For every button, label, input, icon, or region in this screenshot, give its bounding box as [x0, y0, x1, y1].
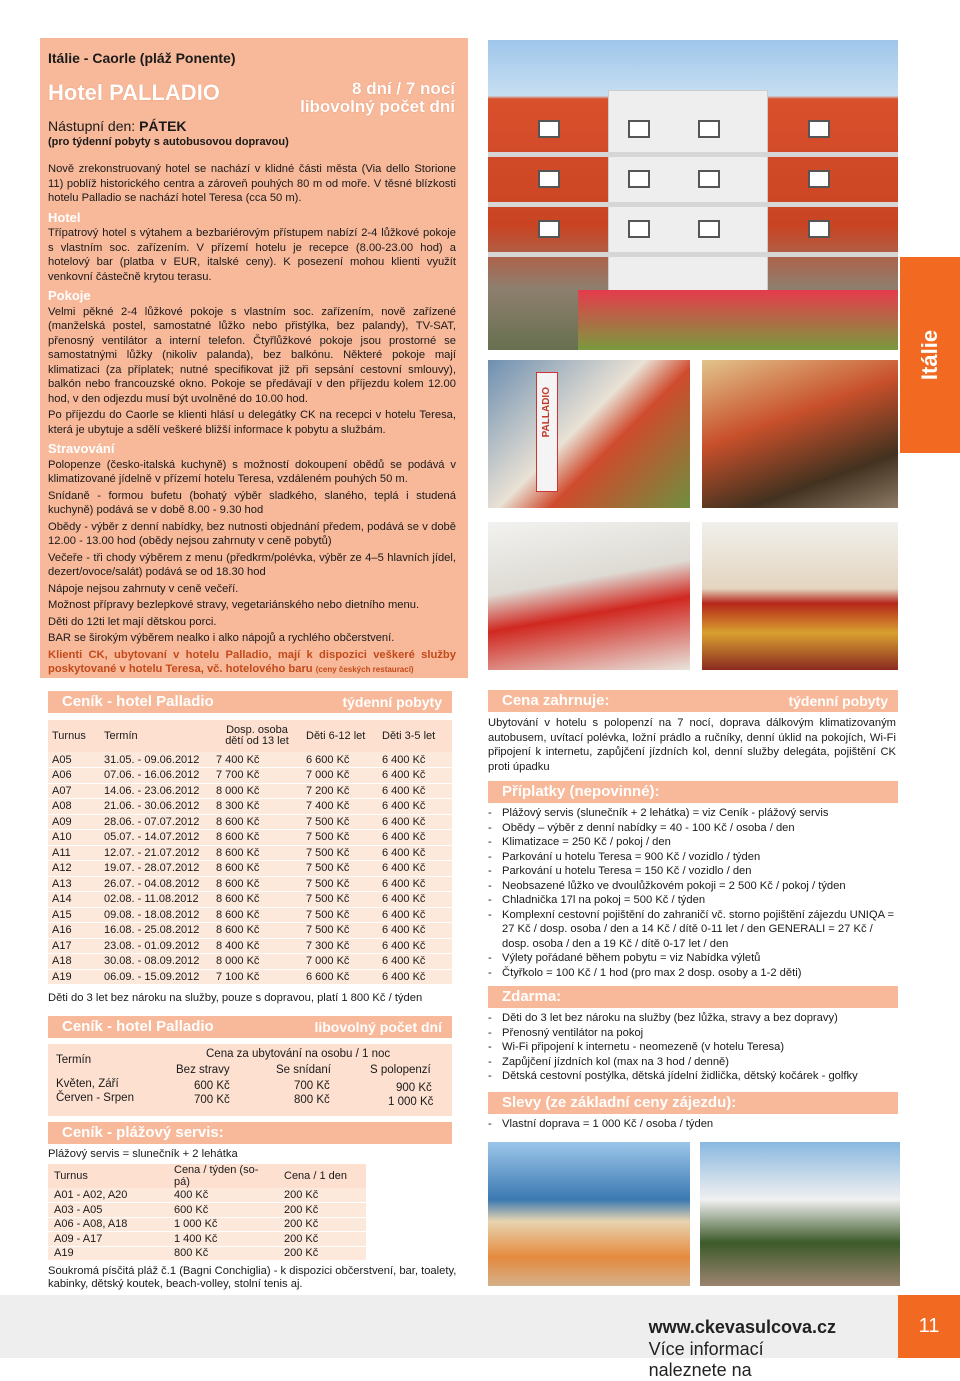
price-cell: 6 400 Kč: [378, 861, 452, 877]
includes-title: Cena zahrnuje:: [502, 692, 610, 709]
beach-row: [48, 1203, 366, 1218]
price-cell: 6 400 Kč: [378, 892, 452, 908]
price-cell: 8 600 Kč: [212, 876, 302, 892]
price-cell: 800 Kč: [294, 1094, 330, 1106]
window: [808, 120, 830, 138]
price-row: [48, 892, 452, 908]
price-cell: 7 100 Kč: [212, 969, 302, 985]
price-cell: A12: [48, 861, 100, 877]
beach-cell: 400 Kč: [168, 1188, 278, 1203]
free-item: - Přenosný ventilátor na pokoj: [488, 1026, 896, 1041]
price-cell: A19: [48, 969, 100, 985]
hotel-text: Třípatrový hotel s výtahem a bezbariérovým přístupem nabízí 2-4 lůžkové pokoje s vlastním soc. zařízením. V přízemí hotelu je recepce (8.00-23.00 hod) a hotelový bar (platba v EUR, italské ceny). K posezení mohou klienti využít venkovní částečně krytou terasu.: [48, 227, 456, 283]
price-row: [48, 768, 452, 784]
beach-cell: 1 400 Kč: [168, 1232, 278, 1247]
food-line: Děti do 12ti let mají dětskou porci.: [48, 615, 217, 628]
beach-cell: 200 Kč: [278, 1217, 366, 1232]
price-cell: 7 300 Kč: [302, 938, 378, 954]
price-cell: 09.08. - 18.08.2012: [100, 907, 212, 923]
beach-note: Soukromá písčitá pláž č.1 (Bagni Conchiglia) - k dispozici občerstvení, bar, toalety, kabinky, dětský koutek, beach-volley, stolní tenis aj.: [48, 1265, 457, 1290]
duration-any: libovolný počet dní: [300, 97, 455, 116]
term-row-label: Červen - Srpen: [56, 1092, 134, 1104]
beach-row: [48, 1217, 366, 1232]
price-cell: 8 600 Kč: [212, 814, 302, 830]
price-cell: 7 200 Kč: [302, 783, 378, 799]
price-cell: 6 400 Kč: [378, 923, 452, 939]
col-header: Cena / týden (so-pá): [168, 1164, 278, 1188]
beach-table-body: [48, 1188, 366, 1261]
free-item: - Wi-Fi připojení k internetu - neomezeně (v hotelu Teresa): [488, 1040, 896, 1055]
beach-photo: [488, 1142, 690, 1286]
price-row: [48, 861, 452, 877]
window: [698, 220, 720, 238]
extra-item: - Plážový servis (slunečník + 2 lehátka) = viz Ceník - plážový servis: [488, 806, 896, 821]
price-cell: 7 500 Kč: [302, 907, 378, 923]
price-cell: A16: [48, 923, 100, 939]
price-cell: 7 500 Kč: [302, 876, 378, 892]
price-cell: 19.07. - 28.07.2012: [100, 861, 212, 877]
food-line: Polopenze (česko-italská kuchyně) s možností dokoupení obědů se podává v klimatizované jídelně v přízemí hotelu Teresa, vzdáleném pouhých 50 m.: [48, 458, 456, 485]
duration: [300, 80, 455, 116]
col-header: Děti 6-12 let: [302, 720, 378, 752]
price-cell: 7 000 Kč: [302, 954, 378, 970]
price-cell: 6 400 Kč: [378, 814, 452, 830]
price-cell: 8 400 Kč: [212, 938, 302, 954]
price-cell: 7 400 Kč: [212, 752, 302, 768]
term-row-label: Květen, Září: [56, 1078, 119, 1090]
price-cell: 600 Kč: [194, 1080, 230, 1092]
window: [538, 120, 560, 138]
price-row: [48, 814, 452, 830]
departure-value: PÁTEK: [139, 118, 187, 134]
extras-list: [488, 806, 896, 980]
free-item: - Dětská cestovní postýlka, dětská jídelní židlička, dětský kočárek - golfky: [488, 1069, 896, 1084]
extra-item: - Čtyřkolo = 100 Kč / 1 hod (pro max 2 dosp. osoby a 1-2 děti): [488, 966, 896, 981]
extra-item: - Chladnička 17l na pokoj = 500 Kč / týden: [488, 893, 896, 908]
beach-header-title: Ceník - plážový servis:: [62, 1124, 224, 1141]
term-label: Termín: [56, 1054, 92, 1066]
price-cell: A17: [48, 938, 100, 954]
price-cell: 6 400 Kč: [378, 830, 452, 846]
price-cell: 02.08. - 11.08.2012: [100, 892, 212, 908]
beach-header: [48, 1122, 452, 1144]
price-cell: 8 000 Kč: [212, 783, 302, 799]
price-cell: A08: [48, 799, 100, 815]
price-cell: 21.06. - 30.06.2012: [100, 799, 212, 815]
price-cell: A14: [48, 892, 100, 908]
beach-cell: 200 Kč: [278, 1232, 366, 1247]
price-cell: 7 500 Kč: [302, 861, 378, 877]
footer-label: Více informací naleznete na: [648, 1339, 764, 1380]
balcony-rail: [488, 152, 898, 157]
price-cell: 8 000 Kč: [212, 954, 302, 970]
clients-note-text: Klienti CK, ubytovaní v hotelu Palladio, mají k dispozici veškeré služby poskytované v hotelu Teresa, vč. hotelového baru: [48, 648, 456, 675]
includes-sub: týdenní pobyty: [788, 693, 888, 709]
bedroom-photo: [702, 522, 898, 670]
terrace-photo: [702, 360, 898, 508]
country-tab: [900, 257, 960, 453]
rooms-text: Velmi pěkné 2-4 lůžkové pokoje s vlastním soc. zařízením, nově zařízené (manželská postel, samostatné lůžko nebo přistýlka, bez palandy), TV-SAT, přenosný ventilátor a interní telefon. Čtyřlůžkové pokoje jsou prostorné se samostatnými lůžky (nikoliv palanda), bez balkónu. Některé pokoje mají klimatizaci (za příplatek; nutné specifikovat již při sepsání cestovní smlouvy), balkón nebo francouzské okno. Pokoje se předávají v den příjezdu kolem 12.00 hod, v den odjezdu musí být uvolněné do 10.00 hod.: [48, 305, 456, 405]
beach-cell: A19: [48, 1246, 168, 1261]
includes-text: Ubytování v hotelu s polopenzí na 7 nocí, doprava dálkovým klimatizovaným autobusem, uvítací polévka, ložní prádlo a ručníky, denní úklid na pokojích, Wi-Fi připojení k internetu, zapůjčení jízdních kol, denní služby delegáta, pojištění CK proti úpadku: [488, 717, 896, 773]
price-cell: 8 600 Kč: [212, 892, 302, 908]
price-cell: 16.08. - 25.08.2012: [100, 923, 212, 939]
extra-item: - Klimatizace = 250 Kč / pokoj / den: [488, 835, 896, 850]
window: [698, 170, 720, 188]
price-row: [48, 783, 452, 799]
beach-price-table: [48, 1164, 366, 1261]
price-cell: 900 Kč: [396, 1082, 432, 1094]
hotel-entrance-photo: [488, 360, 690, 508]
col-header: Termín: [100, 720, 212, 752]
beach-cell: 600 Kč: [168, 1203, 278, 1218]
beach-cell: 200 Kč: [278, 1203, 366, 1218]
price-cell: 6 400 Kč: [378, 954, 452, 970]
price-cell: 6 400 Kč: [378, 783, 452, 799]
price-cell: 6 400 Kč: [378, 969, 452, 985]
rooms-text-arrival: Po příjezdu do Caorle se klienti hlásí u delegátky CK na recepci v hotelu Teresa, která je ubytuje a sdělí veškeré bližší informace k pobytu a službám.: [48, 409, 456, 436]
food-line: Nápoje nejsou zahrnuty v ceně večeří.: [48, 582, 239, 595]
extra-item: - Parkování u hotelu Teresa = 150 Kč / vozidlo / den: [488, 864, 896, 879]
price-cell: 05.07. - 14.07.2012: [100, 830, 212, 846]
extras-header: [488, 781, 898, 803]
price-row: [48, 954, 452, 970]
price-daily-heading: Cena za ubytování na osobu / 1 noc: [206, 1048, 391, 1060]
price-header-sub: libovolný počet dní: [314, 1019, 442, 1035]
price-cell: 7 500 Kč: [302, 845, 378, 861]
food-line: BAR se širokým výběrem nealko i alko nápojů a rychlého občerstvení.: [48, 632, 395, 644]
price-cell: 23.08. - 01.09.2012: [100, 938, 212, 954]
price-header-weekly: [48, 691, 452, 713]
discount-header: [488, 1092, 898, 1114]
price-cell: 31.05. - 09.06.2012: [100, 752, 212, 768]
footer-text: [648, 1317, 836, 1380]
price-cell: A15: [48, 907, 100, 923]
discount-list: [488, 1117, 896, 1132]
clients-note: [48, 648, 456, 678]
page-number: 11: [898, 1295, 960, 1358]
price-row: [48, 752, 452, 768]
clients-note-small: (ceny českých restaurací): [315, 665, 414, 674]
beach-cell: 200 Kč: [278, 1246, 366, 1261]
beach-subtitle: Plážový servis = slunečník + 2 lehátka: [48, 1148, 238, 1160]
banner-text: PALLADIO: [541, 387, 552, 438]
window: [808, 170, 830, 188]
duration-nights: 8 dní / 7 nocí: [352, 79, 455, 98]
children-note: Děti do 3 let bez nároku na služby, pouze s dopravou, platí 1 800 Kč / týden: [48, 992, 423, 1004]
food-line: Večeře - tři chody výběrem z menu (předkrm/polévka, výběr ze 4–5 hlavních jídel, dezert/ovoce/salát) podává se od 18.30 hod: [48, 551, 456, 578]
col-header: Turnus: [48, 720, 100, 752]
price-row: [48, 969, 452, 985]
price-cell: A09: [48, 814, 100, 830]
col-header: Cena / 1 den: [278, 1164, 366, 1188]
price-cell: A06: [48, 768, 100, 784]
col-header: Turnus: [48, 1164, 168, 1188]
balcony-rail: [488, 202, 898, 207]
price-cell: 7 500 Kč: [302, 830, 378, 846]
extra-item: - Parkování u hotelu Teresa = 900 Kč / vozidlo / týden: [488, 850, 896, 865]
price-cell: A13: [48, 876, 100, 892]
section-rooms-heading: Pokoje: [48, 288, 91, 303]
beach-row: [48, 1188, 366, 1203]
footer: [0, 1295, 898, 1380]
beach-row: [48, 1232, 366, 1247]
price-row: [48, 876, 452, 892]
price-cell: 30.08. - 08.09.2012: [100, 954, 212, 970]
price-cell: 8 300 Kč: [212, 799, 302, 815]
window: [698, 120, 720, 138]
price-row: [48, 907, 452, 923]
extra-item: - Komplexní cestovní pojištění do zahraničí vč. storno pojištění zájezdu UNIQA = 27 Kč / dosp. osoba / den a 14 Kč / dítě 0-11 let / den GENERALI = 27 Kč / dosp. osoba / den a 19 Kč / dítě 0-17 let / den: [488, 908, 896, 952]
col-header: Děti 3-5 let: [378, 720, 452, 752]
food-line: Obědy - výběr z denní nabídky, bez nutnosti objednání předem, podává se v době 12.00 - 13.00 hod (obědy nejsou zahrnuty v ceně pobytů): [48, 520, 456, 547]
price-table-daily: [48, 1044, 452, 1116]
price-row: [48, 799, 452, 815]
price-cell: 12.07. - 21.07.2012: [100, 845, 212, 861]
price-cell: 7 000 Kč: [302, 768, 378, 784]
price-cell: 6 600 Kč: [302, 752, 378, 768]
price-cell: 28.06. - 07.07.2012: [100, 814, 212, 830]
price-cell: A07: [48, 783, 100, 799]
street-photo: [700, 1142, 900, 1286]
price-cell: 26.07. - 04.08.2012: [100, 876, 212, 892]
price-cell: A11: [48, 845, 100, 861]
section-food-heading: Stravování: [48, 441, 115, 456]
intro-text: Nově zrekonstruovaný hotel se nachází v klidné části města (Via dello Storione 11) poblíž historického centra a zároveň pouhých 80 m od moře. V těsné blízkosti hotelu Palladio se nachází hotel Teresa (cca 50 m).: [48, 163, 456, 204]
location-title: Itálie - Caorle (pláž Ponente): [48, 50, 236, 66]
section-hotel-heading: Hotel: [48, 209, 81, 225]
extra-item: - Obědy – výběr z denní nabídky = 40 - 100 Kč / osoba / den: [488, 821, 896, 836]
price-row: [48, 938, 452, 954]
departure-day: [48, 118, 187, 134]
beach-cell: A01 - A02, A20: [48, 1188, 168, 1203]
col-header: S polopenzí: [370, 1064, 431, 1076]
hotel-exterior-photo: [488, 40, 898, 350]
price-cell: 7 500 Kč: [302, 892, 378, 908]
departure-note: (pro týdenní pobyty s autobusovou dopravou): [48, 136, 289, 148]
beach-cell: A06 - A08, A18: [48, 1217, 168, 1232]
food-line: Snídaně - formou bufetu (bohatý výběr sladkého, slaného, teplá i studená kuchyně) podává se v době 8.00 - 9.30 hod: [48, 489, 456, 516]
price-cell: 6 400 Kč: [378, 876, 452, 892]
free-title: Zdarma:: [502, 988, 562, 1005]
window: [808, 220, 830, 238]
price-row: [48, 923, 452, 939]
hotel-name: Hotel PALLADIO: [48, 80, 220, 105]
beach-cell: A09 - A17: [48, 1232, 168, 1247]
window: [628, 170, 650, 188]
price-cell: 6 400 Kč: [378, 938, 452, 954]
price-cell: 700 Kč: [294, 1080, 330, 1092]
discount-title: Slevy (ze základní ceny zájezdu):: [502, 1094, 737, 1111]
discount-item: - Vlastní doprava = 1 000 Kč / osoba / týden: [488, 1117, 896, 1132]
price-cell: 06.09. - 15.09.2012: [100, 969, 212, 985]
beach-cell: 200 Kč: [278, 1188, 366, 1203]
free-item: - Zapůjčení jízdních kol (max na 3 hod / denně): [488, 1055, 896, 1070]
price-row: [48, 830, 452, 846]
price-cell: 7 700 Kč: [212, 768, 302, 784]
beach-cell: 800 Kč: [168, 1246, 278, 1261]
price-cell: 7 500 Kč: [302, 814, 378, 830]
price-table-body: [48, 752, 452, 985]
description: [48, 162, 456, 680]
price-table-weekly: [48, 720, 452, 985]
extra-item: - Neobsazené lůžko ve dvoulůžkovém pokoji = 2 500 Kč / pokoj / týden: [488, 879, 896, 894]
col-header: Bez stravy: [176, 1064, 230, 1076]
price-cell: 6 400 Kč: [378, 845, 452, 861]
footer-url[interactable]: www.ckevasulcova.cz: [648, 1317, 836, 1337]
price-cell: 7 500 Kč: [302, 923, 378, 939]
price-cell: 8 600 Kč: [212, 830, 302, 846]
country-tab-label: Itálie: [917, 329, 942, 381]
price-header-daily: [48, 1016, 452, 1038]
price-cell: 1 000 Kč: [388, 1096, 434, 1108]
price-cell: 6 600 Kč: [302, 969, 378, 985]
price-cell: 6 400 Kč: [378, 752, 452, 768]
palladio-banner: [536, 372, 558, 492]
col-header: Se snídaní: [276, 1064, 331, 1076]
departure-label: Nástupní den:: [48, 118, 136, 134]
beach-cell: A03 - A05: [48, 1203, 168, 1218]
window: [628, 220, 650, 238]
price-cell: 8 600 Kč: [212, 861, 302, 877]
price-header-title: Ceník - hotel Palladio: [62, 693, 214, 710]
price-cell: 6 400 Kč: [378, 799, 452, 815]
price-cell: 7 400 Kč: [302, 799, 378, 815]
price-cell: 6 400 Kč: [378, 768, 452, 784]
price-header-sub: týdenní pobyty: [342, 694, 442, 710]
price-cell: 700 Kč: [194, 1094, 230, 1106]
free-list: [488, 1011, 896, 1084]
includes-header: [488, 690, 898, 712]
price-header-title: Ceník - hotel Palladio: [62, 1018, 214, 1035]
window: [628, 120, 650, 138]
balcony-rail: [488, 252, 898, 257]
price-cell: A18: [48, 954, 100, 970]
free-item: - Děti do 3 let bez nároku na služby (bez lůžka, stravy a bez dopravy): [488, 1011, 896, 1026]
price-cell: 14.06. - 23.06.2012: [100, 783, 212, 799]
price-row: [48, 845, 452, 861]
flower-hedge: [578, 290, 898, 350]
lounge-photo: [488, 522, 690, 670]
extras-title: Příplatky (nepovinné):: [502, 783, 660, 800]
col-header: Dosp. osoba dětí od 13 let: [212, 720, 302, 752]
price-cell: 8 600 Kč: [212, 845, 302, 861]
food-line: Možnost přípravy bezlepkové stravy, vegetariánského nebo dietního menu.: [48, 599, 420, 611]
price-cell: 6 400 Kč: [378, 907, 452, 923]
beach-row: [48, 1246, 366, 1261]
window: [538, 220, 560, 238]
price-cell: A05: [48, 752, 100, 768]
price-cell: A10: [48, 830, 100, 846]
free-header: [488, 986, 898, 1008]
extra-item: - Výlety pořádané během pobytu = viz Nabídka výletů: [488, 951, 896, 966]
beach-cell: 1 000 Kč: [168, 1217, 278, 1232]
window: [538, 170, 560, 188]
price-cell: 07.06. - 16.06.2012: [100, 768, 212, 784]
price-cell: 8 600 Kč: [212, 907, 302, 923]
price-cell: 8 600 Kč: [212, 923, 302, 939]
